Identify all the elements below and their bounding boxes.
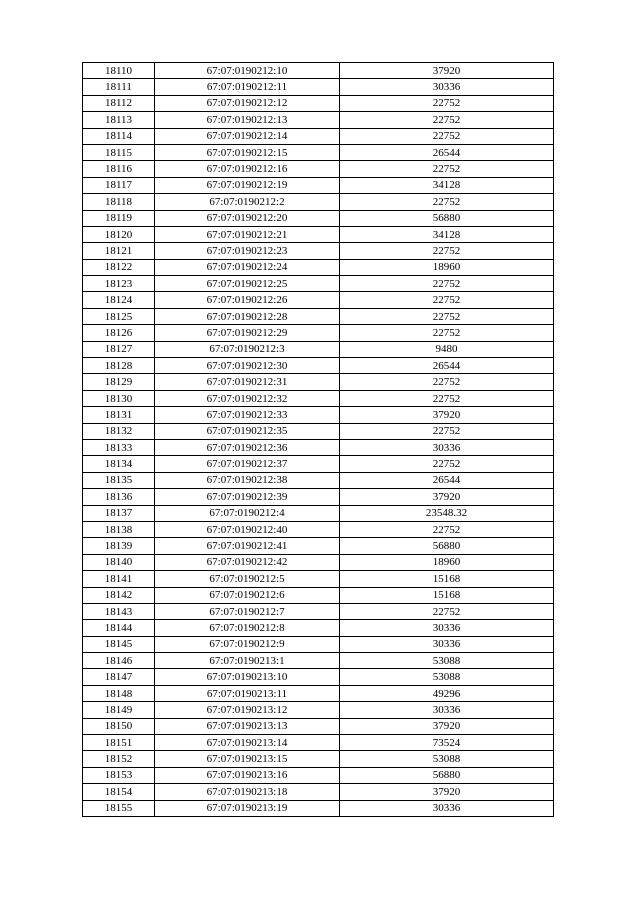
table-row	[83, 177, 554, 193]
value-cell: 22752	[340, 603, 554, 619]
value-cell: 73524	[340, 735, 554, 751]
cadastral-number-cell: 67:07:0190212:4	[155, 505, 340, 521]
row-number-cell: 18118	[83, 194, 155, 210]
cadastral-number-cell: 67:07:0190212:6	[155, 587, 340, 603]
row-number-cell: 18152	[83, 751, 155, 767]
table-row	[83, 587, 554, 603]
table-row	[83, 620, 554, 636]
cadastral-number-cell: 67:07:0190212:21	[155, 226, 340, 242]
table-row	[83, 767, 554, 783]
row-number-cell: 18112	[83, 95, 155, 111]
row-number-cell: 18128	[83, 358, 155, 374]
value-cell: 22752	[340, 128, 554, 144]
value-cell: 30336	[340, 79, 554, 95]
cadastral-number-cell: 67:07:0190212:30	[155, 358, 340, 374]
row-number-cell: 18144	[83, 620, 155, 636]
value-cell: 9480	[340, 341, 554, 357]
table-row	[83, 194, 554, 210]
row-number-cell: 18150	[83, 718, 155, 734]
row-number-cell: 18138	[83, 521, 155, 537]
table-row	[83, 325, 554, 341]
table-row	[83, 423, 554, 439]
value-cell: 22752	[340, 194, 554, 210]
value-cell: 22752	[340, 521, 554, 537]
row-number-cell: 18130	[83, 390, 155, 406]
row-number-cell: 18151	[83, 735, 155, 751]
cadastral-number-cell: 67:07:0190213:13	[155, 718, 340, 734]
row-number-cell: 18153	[83, 767, 155, 783]
value-cell: 22752	[340, 276, 554, 292]
row-number-cell: 18135	[83, 472, 155, 488]
cadastral-number-cell: 67:07:0190212:28	[155, 308, 340, 324]
value-cell: 49296	[340, 685, 554, 701]
value-cell: 26544	[340, 144, 554, 160]
row-number-cell: 18137	[83, 505, 155, 521]
row-number-cell: 18155	[83, 800, 155, 816]
table-row	[83, 358, 554, 374]
row-number-cell: 18110	[83, 63, 155, 79]
value-cell: 37920	[340, 63, 554, 79]
table-row	[83, 685, 554, 701]
table-row	[83, 128, 554, 144]
row-number-cell: 18147	[83, 669, 155, 685]
cadastral-number-cell: 67:07:0190212:23	[155, 243, 340, 259]
value-cell: 22752	[340, 292, 554, 308]
row-number-cell: 18139	[83, 538, 155, 554]
cadastral-number-cell: 67:07:0190212:16	[155, 161, 340, 177]
value-cell: 37920	[340, 784, 554, 800]
table-row	[83, 751, 554, 767]
table-row	[83, 390, 554, 406]
row-number-cell: 18149	[83, 702, 155, 718]
cadastral-number-cell: 67:07:0190213:10	[155, 669, 340, 685]
table-row	[83, 407, 554, 423]
table-row	[83, 374, 554, 390]
cadastral-value-table	[82, 62, 554, 817]
value-cell: 26544	[340, 358, 554, 374]
row-number-cell: 18131	[83, 407, 155, 423]
table-row	[83, 571, 554, 587]
cadastral-number-cell: 67:07:0190212:2	[155, 194, 340, 210]
row-number-cell: 18113	[83, 112, 155, 128]
row-number-cell: 18126	[83, 325, 155, 341]
table-row	[83, 161, 554, 177]
cadastral-number-cell: 67:07:0190212:8	[155, 620, 340, 636]
table-body	[83, 63, 554, 817]
row-number-cell: 18111	[83, 79, 155, 95]
table-row	[83, 456, 554, 472]
row-number-cell: 18146	[83, 653, 155, 669]
row-number-cell: 18132	[83, 423, 155, 439]
table-row	[83, 210, 554, 226]
cadastral-number-cell: 67:07:0190212:12	[155, 95, 340, 111]
cadastral-number-cell: 67:07:0190213:15	[155, 751, 340, 767]
value-cell: 37920	[340, 718, 554, 734]
table-row	[83, 784, 554, 800]
value-cell: 22752	[340, 374, 554, 390]
value-cell: 56880	[340, 210, 554, 226]
value-cell: 22752	[340, 325, 554, 341]
row-number-cell: 18133	[83, 439, 155, 455]
value-cell: 30336	[340, 800, 554, 816]
cadastral-number-cell: 67:07:0190212:3	[155, 341, 340, 357]
cadastral-number-cell: 67:07:0190213:12	[155, 702, 340, 718]
cadastral-number-cell: 67:07:0190212:11	[155, 79, 340, 95]
cadastral-number-cell: 67:07:0190213:14	[155, 735, 340, 751]
cadastral-number-cell: 67:07:0190212:9	[155, 636, 340, 652]
table-row	[83, 636, 554, 652]
row-number-cell: 18124	[83, 292, 155, 308]
table-row	[83, 292, 554, 308]
cadastral-number-cell: 67:07:0190213:18	[155, 784, 340, 800]
table-row	[83, 521, 554, 537]
cadastral-number-cell: 67:07:0190212:24	[155, 259, 340, 275]
table-row	[83, 653, 554, 669]
value-cell: 34128	[340, 226, 554, 242]
cadastral-number-cell: 67:07:0190212:19	[155, 177, 340, 193]
value-cell: 22752	[340, 112, 554, 128]
table-row	[83, 505, 554, 521]
value-cell: 23548.32	[340, 505, 554, 521]
table-row	[83, 95, 554, 111]
table-row	[83, 341, 554, 357]
value-cell: 15168	[340, 587, 554, 603]
row-number-cell: 18154	[83, 784, 155, 800]
table-row	[83, 308, 554, 324]
cadastral-number-cell: 67:07:0190212:39	[155, 489, 340, 505]
table-row	[83, 554, 554, 570]
cadastral-number-cell: 67:07:0190212:31	[155, 374, 340, 390]
row-number-cell: 18142	[83, 587, 155, 603]
row-number-cell: 18125	[83, 308, 155, 324]
value-cell: 22752	[340, 456, 554, 472]
row-number-cell: 18129	[83, 374, 155, 390]
cadastral-number-cell: 67:07:0190212:36	[155, 439, 340, 455]
value-cell: 18960	[340, 259, 554, 275]
row-number-cell: 18145	[83, 636, 155, 652]
cadastral-number-cell: 67:07:0190212:33	[155, 407, 340, 423]
row-number-cell: 18141	[83, 571, 155, 587]
cadastral-number-cell: 67:07:0190212:38	[155, 472, 340, 488]
table-row	[83, 702, 554, 718]
cadastral-number-cell: 67:07:0190212:35	[155, 423, 340, 439]
row-number-cell: 18127	[83, 341, 155, 357]
value-cell: 22752	[340, 390, 554, 406]
value-cell: 30336	[340, 439, 554, 455]
cadastral-number-cell: 67:07:0190213:1	[155, 653, 340, 669]
value-cell: 37920	[340, 489, 554, 505]
table-row	[83, 259, 554, 275]
row-number-cell: 18121	[83, 243, 155, 259]
table-row	[83, 226, 554, 242]
value-cell: 30336	[340, 702, 554, 718]
value-cell: 30336	[340, 620, 554, 636]
cadastral-number-cell: 67:07:0190212:10	[155, 63, 340, 79]
value-cell: 22752	[340, 161, 554, 177]
table-row	[83, 718, 554, 734]
row-number-cell: 18148	[83, 685, 155, 701]
table-row	[83, 669, 554, 685]
row-number-cell: 18134	[83, 456, 155, 472]
cadastral-number-cell: 67:07:0190213:19	[155, 800, 340, 816]
cadastral-number-cell: 67:07:0190212:13	[155, 112, 340, 128]
cadastral-number-cell: 67:07:0190213:11	[155, 685, 340, 701]
table-row	[83, 439, 554, 455]
row-number-cell: 18143	[83, 603, 155, 619]
row-number-cell: 18140	[83, 554, 155, 570]
value-cell: 22752	[340, 243, 554, 259]
value-cell: 34128	[340, 177, 554, 193]
value-cell: 37920	[340, 407, 554, 423]
cadastral-number-cell: 67:07:0190212:25	[155, 276, 340, 292]
value-cell: 22752	[340, 308, 554, 324]
table-row	[83, 735, 554, 751]
cadastral-number-cell: 67:07:0190212:41	[155, 538, 340, 554]
row-number-cell: 18115	[83, 144, 155, 160]
cadastral-number-cell: 67:07:0190212:15	[155, 144, 340, 160]
value-cell: 30336	[340, 636, 554, 652]
cadastral-number-cell: 67:07:0190212:5	[155, 571, 340, 587]
row-number-cell: 18136	[83, 489, 155, 505]
table-row	[83, 79, 554, 95]
value-cell: 22752	[340, 423, 554, 439]
value-cell: 53088	[340, 653, 554, 669]
cadastral-number-cell: 67:07:0190212:42	[155, 554, 340, 570]
table-row	[83, 276, 554, 292]
table-row	[83, 489, 554, 505]
value-cell: 56880	[340, 767, 554, 783]
cadastral-number-cell: 67:07:0190213:16	[155, 767, 340, 783]
table-row	[83, 112, 554, 128]
value-cell: 53088	[340, 669, 554, 685]
table-row	[83, 63, 554, 79]
value-cell: 56880	[340, 538, 554, 554]
row-number-cell: 18119	[83, 210, 155, 226]
cadastral-number-cell: 67:07:0190212:7	[155, 603, 340, 619]
value-cell: 18960	[340, 554, 554, 570]
cadastral-number-cell: 67:07:0190212:32	[155, 390, 340, 406]
cadastral-number-cell: 67:07:0190212:20	[155, 210, 340, 226]
table-row	[83, 603, 554, 619]
row-number-cell: 18123	[83, 276, 155, 292]
table-row	[83, 538, 554, 554]
table-row	[83, 800, 554, 816]
row-number-cell: 18120	[83, 226, 155, 242]
value-cell: 22752	[340, 95, 554, 111]
cadastral-number-cell: 67:07:0190212:29	[155, 325, 340, 341]
value-cell: 26544	[340, 472, 554, 488]
cadastral-number-cell: 67:07:0190212:37	[155, 456, 340, 472]
row-number-cell: 18116	[83, 161, 155, 177]
table-row	[83, 472, 554, 488]
row-number-cell: 18122	[83, 259, 155, 275]
table-row	[83, 144, 554, 160]
value-cell: 53088	[340, 751, 554, 767]
table-row	[83, 243, 554, 259]
row-number-cell: 18114	[83, 128, 155, 144]
cadastral-number-cell: 67:07:0190212:40	[155, 521, 340, 537]
cadastral-number-cell: 67:07:0190212:14	[155, 128, 340, 144]
value-cell: 15168	[340, 571, 554, 587]
row-number-cell: 18117	[83, 177, 155, 193]
cadastral-number-cell: 67:07:0190212:26	[155, 292, 340, 308]
